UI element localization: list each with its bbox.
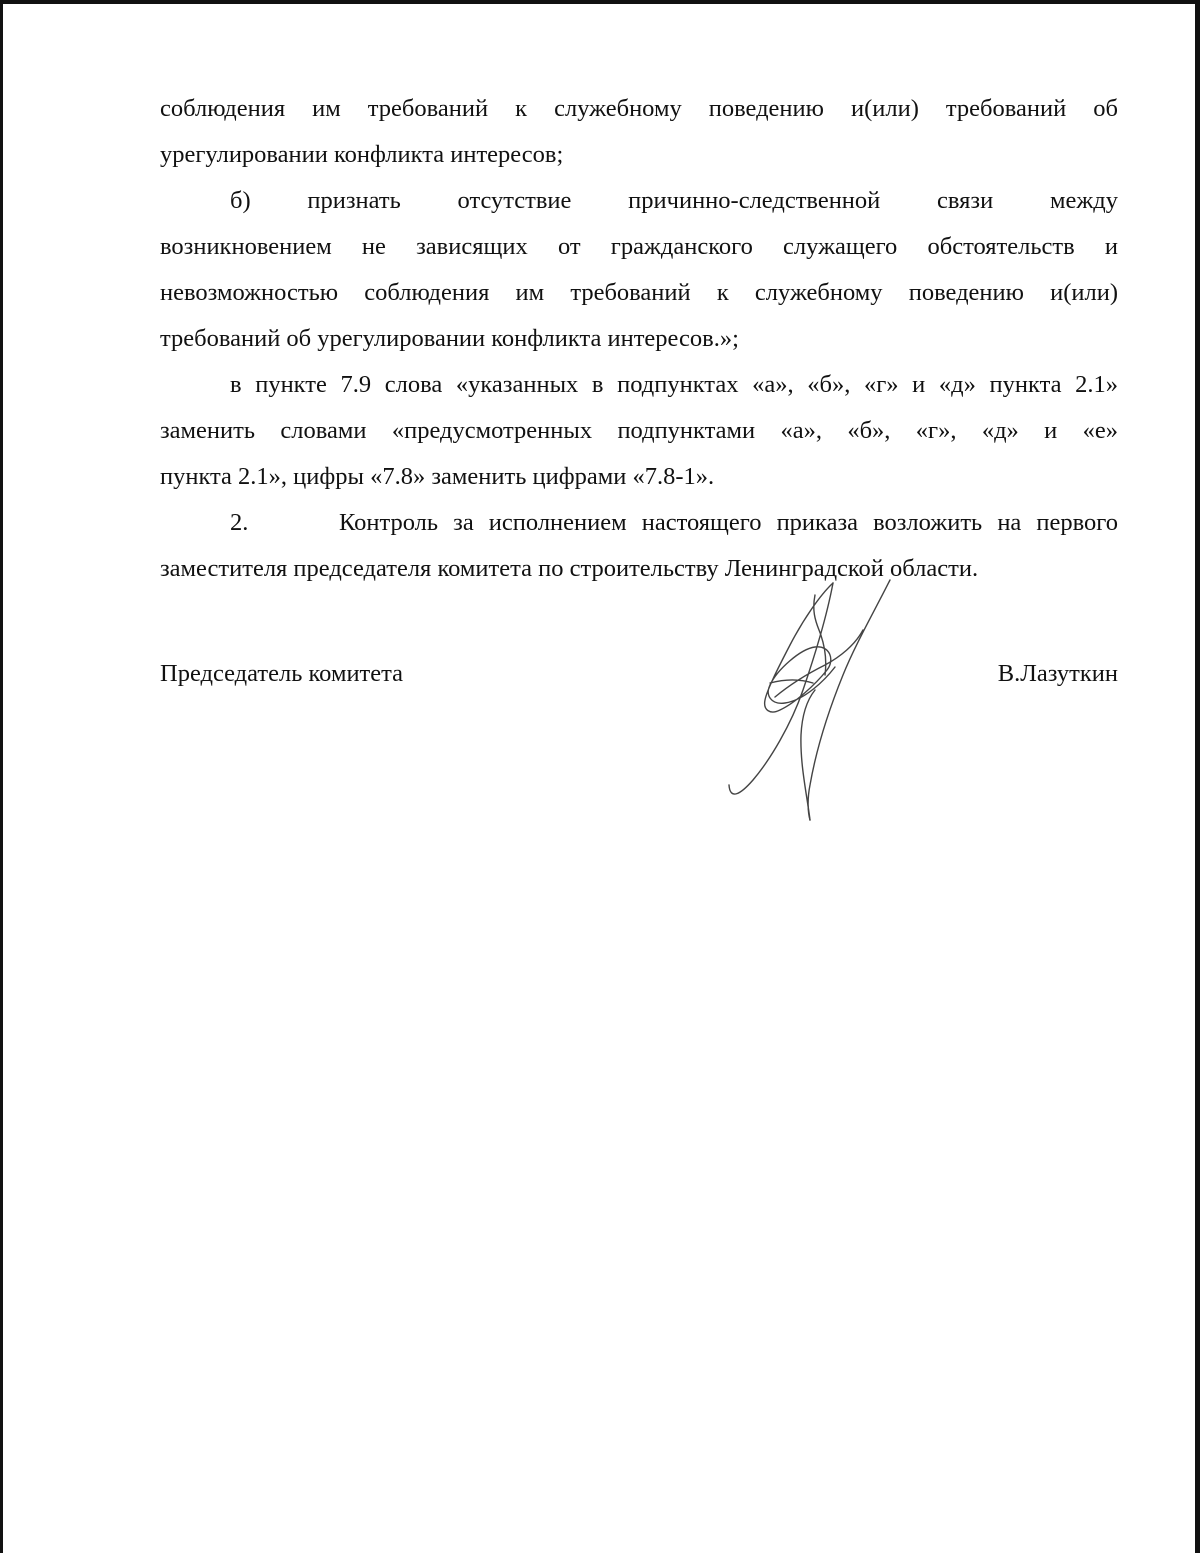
paragraph-item-b	[160, 178, 1118, 362]
scan-edge-left	[0, 0, 3, 1553]
text-line: заменить словами «предусмотренных подпунктами «а», «б», «г», «д» и «е»	[160, 417, 1118, 444]
text-line: б) признать отсутствие причинно-следственной связи между	[230, 187, 1118, 214]
text-line: пункта 2.1», цифры «7.8» заменить цифрами «7.8-1».	[160, 463, 715, 490]
text-line: в пункте 7.9 слова «указанных в подпунктах «а», «б», «г» и «д» пункта 2.1»	[230, 371, 1118, 398]
text-line: 2. Контроль за исполнением настоящего приказа возложить на первого	[230, 509, 1118, 536]
scan-edge-top	[0, 0, 1200, 4]
signer-name: В.Лазуткин	[997, 660, 1118, 687]
text-line: невозможностью соблюдения им требований к служебному поведению и(или)	[160, 279, 1118, 306]
text-line: урегулировании конфликта интересов;	[160, 141, 564, 168]
paragraph-continuation	[160, 86, 1118, 178]
position-title: Председатель комитета	[160, 660, 404, 687]
text-line: заместителя председателя комитета по строительству Ленинградской области.	[160, 555, 979, 582]
text-line: соблюдения им требований к служебному поведению и(или) требований об	[160, 95, 1118, 122]
text-line: требований об урегулировании конфликта интересов.»;	[160, 325, 739, 352]
paragraph-item-2	[160, 500, 1118, 592]
handwritten-signature	[715, 575, 915, 825]
scan-edge-right	[1195, 0, 1200, 1553]
text-line: возникновением не зависящих от гражданского служащего обстоятельств и	[160, 233, 1118, 260]
paragraph-point-7-9	[160, 362, 1118, 500]
